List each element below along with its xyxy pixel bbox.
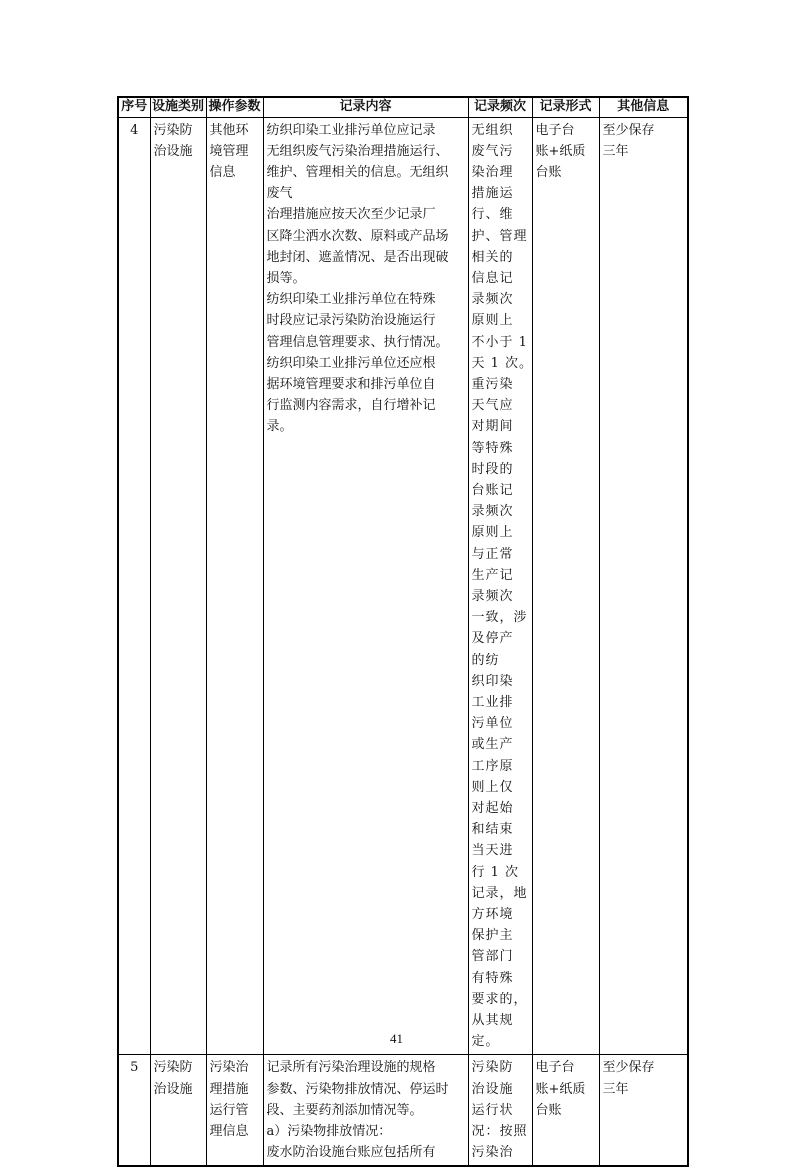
cell-text-line: 要求的，	[471, 991, 528, 1007]
cell-text-line: 纺织印染工业排污单位在特殊	[266, 292, 436, 308]
cell-text-line: 理信息	[209, 1124, 249, 1140]
record-content-cell	[263, 1055, 468, 1167]
cell-text-line: 录频次	[471, 504, 514, 520]
header-facility-category: 设施类别	[150, 97, 206, 117]
cell-text-line: 方环境	[471, 907, 514, 923]
cell-text-line: 工业排	[471, 694, 514, 710]
cell-text-line: 台账记	[471, 482, 514, 498]
cell-text-line: 不小于 1	[471, 334, 528, 350]
cell-text-line: 境管理	[209, 143, 249, 159]
cell-text-line: 对期间	[471, 419, 514, 435]
record-form-cell	[532, 117, 599, 1055]
cell-text-line: 至少保存	[602, 122, 655, 138]
cell-text-line: 天 1 次。	[471, 355, 534, 371]
cell-text-line: 纺织印染工业排污单位还应根	[266, 355, 436, 371]
cell-text-line: 信息	[209, 164, 236, 180]
cell-text-line: 管理信息管理要求、执行情况。	[266, 334, 449, 350]
cell-text-line: 相关的	[471, 249, 514, 265]
cell-text-line: 治设施	[471, 1081, 514, 1097]
facility-category-cell	[150, 117, 206, 1055]
cell-text-line: 段、主要药剂添加情况等。	[266, 1102, 423, 1118]
cell-text-line: 时段的	[471, 461, 514, 477]
cell-text-line: 一致，涉	[471, 610, 528, 626]
cell-text-line: 录频次	[471, 292, 514, 308]
cell-text-line: 治设施	[153, 143, 193, 159]
header-record-content: 记录内容	[263, 97, 468, 117]
cell-text-line: 三年	[602, 1081, 629, 1097]
table-header-row	[118, 97, 688, 117]
cell-text-line: 时段应记录污染防治设施运行	[266, 313, 436, 329]
cell-text-line: 原则上	[471, 525, 514, 541]
cell-text-line: 三年	[602, 143, 629, 159]
cell-text-line: 废气污	[471, 143, 514, 159]
cell-text-line: 对起始	[471, 801, 514, 816]
cell-text-line: 据环境管理要求和排污单位自	[266, 376, 436, 392]
cell-text-line: a）污染物排放情况：	[266, 1124, 392, 1140]
cell-text-line: 记录，地	[471, 885, 528, 901]
cell-text-line: 重污染	[471, 376, 514, 392]
cell-text-line: 况：按照	[471, 1124, 528, 1140]
cell-text-line: 行、维	[471, 207, 514, 223]
cell-text-line: 天气应	[471, 398, 514, 414]
cell-text-line: 治理措施应按天次至少记录厂	[266, 207, 436, 223]
record-frequency-cell	[468, 117, 532, 1055]
cell-text-line: 污染治	[471, 1145, 514, 1161]
cell-text-line: 定。	[471, 1034, 500, 1050]
cell-text-line: 污染防	[471, 1060, 514, 1076]
cell-text-line: 录频次	[471, 588, 514, 604]
cell-text-line: 及停产	[471, 631, 514, 647]
cell-text-line: 污染防	[153, 1060, 193, 1076]
header-operating-parameter: 操作参数	[206, 97, 263, 117]
table-row	[118, 117, 688, 1055]
cell-text-line: 等特殊	[471, 440, 514, 456]
cell-text-line: 当天进	[471, 843, 514, 859]
cell-text-line: 护、管理	[471, 228, 528, 244]
cell-text-line: 则上仅	[471, 779, 514, 795]
cell-text-line: 账+纸质	[535, 143, 586, 159]
cell-text-line: 有特殊	[471, 970, 514, 986]
serial-number-cell: 4	[118, 117, 150, 1055]
cell-text-line: 运行管	[209, 1102, 249, 1118]
cell-text-line: 理措施	[209, 1081, 249, 1097]
operating-parameter-cell	[206, 1055, 263, 1167]
cell-text-line: 地封闭、遮盖情况、是否出现破	[266, 249, 449, 265]
table-row	[118, 1055, 688, 1167]
cell-text-line: 行 1 次	[471, 864, 520, 880]
cell-text-line: 污单位	[471, 716, 514, 732]
cell-text-line: 纺织印染工业排污单位应记录	[266, 122, 436, 138]
cell-text-line: 原则上	[471, 313, 514, 329]
cell-text-line: 账+纸质	[535, 1081, 586, 1097]
cell-text-line: 废气	[266, 186, 293, 202]
cell-text-line: 运行状	[471, 1102, 514, 1118]
cell-text-line: 织印染	[471, 673, 514, 689]
record-content-cell	[263, 117, 468, 1055]
cell-text-line: 信息记	[471, 270, 514, 286]
record-frequency-cell	[468, 1055, 532, 1167]
header-record-frequency: 记录频次	[468, 97, 532, 117]
cell-text-line: 台账	[535, 164, 562, 180]
cell-text-line: 区降尘洒水次数、原料或产品场	[266, 228, 449, 244]
cell-text-line: 的纺	[471, 652, 500, 668]
cell-text-line: 治设施	[153, 1081, 193, 1097]
page-number: 41	[390, 1031, 403, 1046]
cell-text-line: 损等。	[266, 270, 306, 286]
records-table	[117, 96, 689, 1167]
cell-text-line: 行监测内容需求，自行增补记	[266, 398, 436, 414]
header-other-info: 其他信息	[599, 97, 688, 117]
cell-text-line: 污染防	[153, 122, 193, 138]
cell-text-line: 其他环	[209, 122, 249, 138]
cell-text-line: 录。	[266, 419, 293, 435]
cell-text-line: 保护主	[471, 928, 514, 944]
cell-text-line: 工序原	[471, 758, 514, 774]
cell-text-line: 和结束	[471, 822, 514, 838]
facility-category-cell	[150, 1055, 206, 1167]
cell-text-line: 维护、管理相关的信息。无组织	[266, 164, 449, 180]
other-info-cell	[599, 1055, 688, 1167]
cell-text-line: 记录所有污染治理设施的规格	[266, 1060, 436, 1076]
cell-text-line: 污染治	[209, 1060, 249, 1076]
cell-text-line: 生产记	[471, 567, 514, 583]
cell-text-line: 措施运	[471, 186, 514, 202]
cell-text-line: 与正常	[471, 546, 514, 562]
cell-text-line: 电子台	[535, 1060, 575, 1076]
cell-text-line: 至少保存	[602, 1060, 655, 1076]
record-form-cell	[532, 1055, 599, 1167]
cell-text-line: 废水防治设施台账应包括所有	[266, 1145, 436, 1161]
cell-text-line: 台账	[535, 1102, 562, 1118]
cell-text-line: 无组织废气污染治理措施运行、	[266, 143, 449, 159]
cell-text-line: 从其规	[471, 1013, 514, 1029]
serial-number-cell: 5	[118, 1055, 150, 1167]
cell-text-line: 管部门	[471, 949, 514, 965]
header-serial-number: 序号	[118, 97, 150, 117]
cell-text-line: 无组织	[471, 122, 514, 138]
other-info-cell	[599, 117, 688, 1055]
cell-text-line: 参数、污染物排放情况、停运时	[266, 1081, 449, 1097]
cell-text-line: 电子台	[535, 122, 575, 138]
operating-parameter-cell	[206, 117, 263, 1055]
header-record-form: 记录形式	[532, 97, 599, 117]
cell-text-line: 染治理	[471, 164, 514, 180]
cell-text-line: 或生产	[471, 737, 514, 753]
